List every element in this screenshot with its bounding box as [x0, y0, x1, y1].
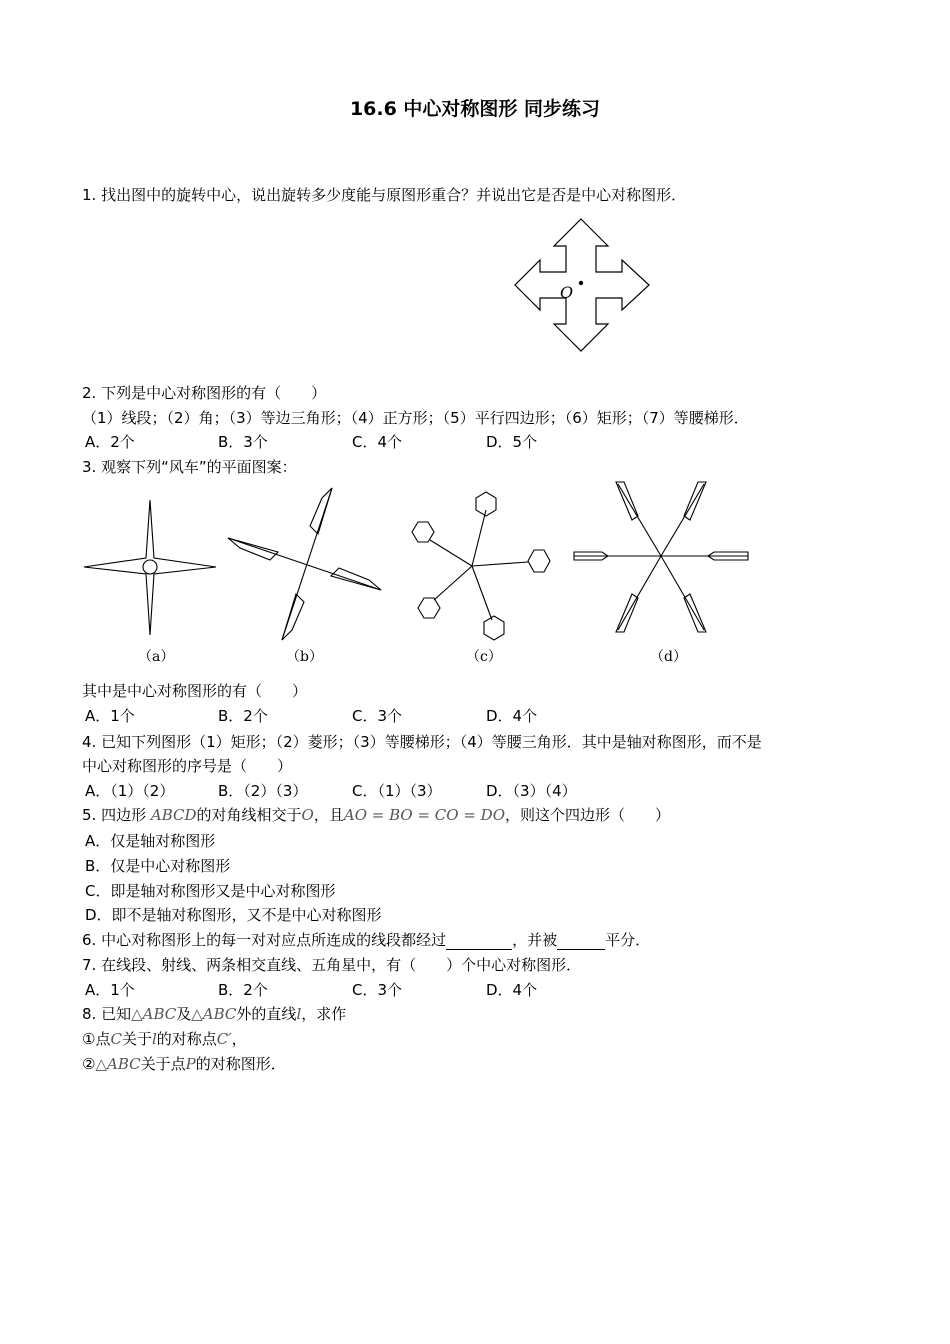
- figure-label-d: （d）: [650, 649, 687, 665]
- q8-s2-post: 的对称图形．: [195, 1055, 286, 1073]
- figure-label-c: （c）: [466, 649, 502, 665]
- q2-stem: 2. 下列是中心对称图形的有（ ）: [82, 384, 327, 402]
- q8-mid: 及: [176, 1005, 192, 1023]
- q6-mid: ，并被: [512, 931, 558, 949]
- q7-stem: 7. 在线段、射线、两条相交直线、五角星中，有（ ）个中心对称图形．: [82, 956, 582, 974]
- q5-mid1: 的对角线相交于: [196, 806, 302, 824]
- q8-line-l: l: [296, 1005, 302, 1023]
- figure-label-a: （a）: [138, 649, 175, 665]
- q8-s2-mid: 关于点: [140, 1055, 186, 1073]
- q8-s1-l: l: [151, 1030, 157, 1048]
- q2-option-a: A．2个: [85, 433, 135, 451]
- q7-option-d: D．4个: [486, 981, 538, 999]
- q2-option-b: B．3个: [218, 433, 268, 451]
- q8-pre: 8. 已知: [82, 1005, 132, 1023]
- q1-text: 1. 找出图中的旋转中心，说出旋转多少度能与原图形重合？并说出它是否是中心对称图形．: [82, 186, 687, 204]
- q5-math-abcd: ABCD: [150, 806, 197, 824]
- windmill-figure-c: [404, 488, 554, 640]
- windmill-figure-d: [572, 480, 750, 636]
- windmill-figure-b: [226, 486, 384, 642]
- q3-stem: 3. 观察下列“风车”的平面图案：: [82, 458, 297, 476]
- q8-s2-p: P: [185, 1055, 196, 1073]
- q3-option-d: D．4个: [486, 707, 538, 725]
- q5-post: ，则这个四边形（ ）: [505, 806, 671, 824]
- q8-s1-post: ，: [231, 1030, 247, 1048]
- q3-option-b: B．2个: [218, 707, 268, 725]
- q2-items: （1）线段；（2）角；（3）等边三角形；（4）正方形；（5）平行四边形；（6）矩形；（7）等腰梯形．: [82, 409, 749, 427]
- q4-line2: 中心对称图形的序号是（ ）: [82, 757, 293, 775]
- q5-pre: 5. 四边形: [82, 806, 147, 824]
- windmill-figure-a: [82, 498, 218, 638]
- q8-s1-mid: 关于: [121, 1030, 152, 1048]
- q8-s1-c: C: [110, 1030, 122, 1048]
- q3-option-c: C．3个: [352, 707, 403, 725]
- q4-option-b: B．（2）（3）: [218, 782, 308, 800]
- rotation-center-dot: [579, 281, 583, 285]
- q8-s1-c-prime: C′: [216, 1030, 232, 1048]
- q6-text: [82, 930, 650, 950]
- q5-stem: [82, 805, 670, 825]
- q8-s1-pre: ①点: [82, 1030, 111, 1048]
- q6-post: 平分．: [605, 931, 651, 949]
- q5-math-o: O: [301, 806, 314, 824]
- q8-mid2: 外的直线: [236, 1005, 297, 1023]
- q8-sub1: [82, 1029, 247, 1049]
- q4-option-a: A．（1）（2）: [85, 782, 175, 800]
- q5-option-d: D．即不是轴对称图形，又不是中心对称图形: [85, 906, 382, 924]
- q4-option-d: D．（3）（4）: [486, 782, 577, 800]
- q8-stem: [82, 1004, 346, 1024]
- q2-option-c: C．4个: [352, 433, 403, 451]
- q8-post: ，求作: [301, 1005, 347, 1023]
- q6-blank-1[interactable]: [446, 933, 512, 950]
- q8-sub2: [82, 1054, 286, 1074]
- q2-option-d: D．5个: [486, 433, 538, 451]
- q5-option-b: B．仅是中心对称图形: [85, 857, 231, 875]
- center-label-o: O: [560, 283, 574, 302]
- figure-label-b: （b）: [286, 649, 323, 665]
- page-title: 16.6 中心对称图形 同步练习: [349, 98, 601, 120]
- q5-option-c: C．即是轴对称图形又是中心对称图形: [85, 882, 336, 900]
- q7-option-b: B．2个: [218, 981, 268, 999]
- q8-s1-mid2: 的对称点: [156, 1030, 217, 1048]
- q6-blank-2[interactable]: [557, 933, 605, 950]
- q4-line1: 4. 已知下列图形（1）矩形；（2）菱形；（3）等腰梯形；（4）等腰三角形．其中是轴对称图形，而不是: [82, 733, 762, 751]
- q8-s2-tri: △ABC: [95, 1055, 141, 1073]
- q7-option-a: A．1个: [85, 981, 135, 999]
- q4-option-c: C．（1）（3）: [352, 782, 442, 800]
- q3-question: 其中是中心对称图形的有（ ）: [82, 682, 308, 700]
- q6-pre: 6. 中心对称图形上的每一对对应点所连成的线段都经过: [82, 931, 447, 949]
- q5-option-a: A．仅是轴对称图形: [85, 832, 216, 850]
- q5-mid2: ，且: [313, 806, 344, 824]
- q3-option-a: A．1个: [85, 707, 135, 725]
- q5-math-equal: AO = BO = CO = DO: [343, 806, 505, 824]
- q8-tri2: △ABC: [191, 1005, 237, 1023]
- q8-s2-pre: ②: [82, 1055, 96, 1073]
- q1-arrow-cross-figure: [512, 216, 652, 356]
- q8-tri1: △ABC: [131, 1005, 177, 1023]
- q7-option-c: C．3个: [352, 981, 403, 999]
